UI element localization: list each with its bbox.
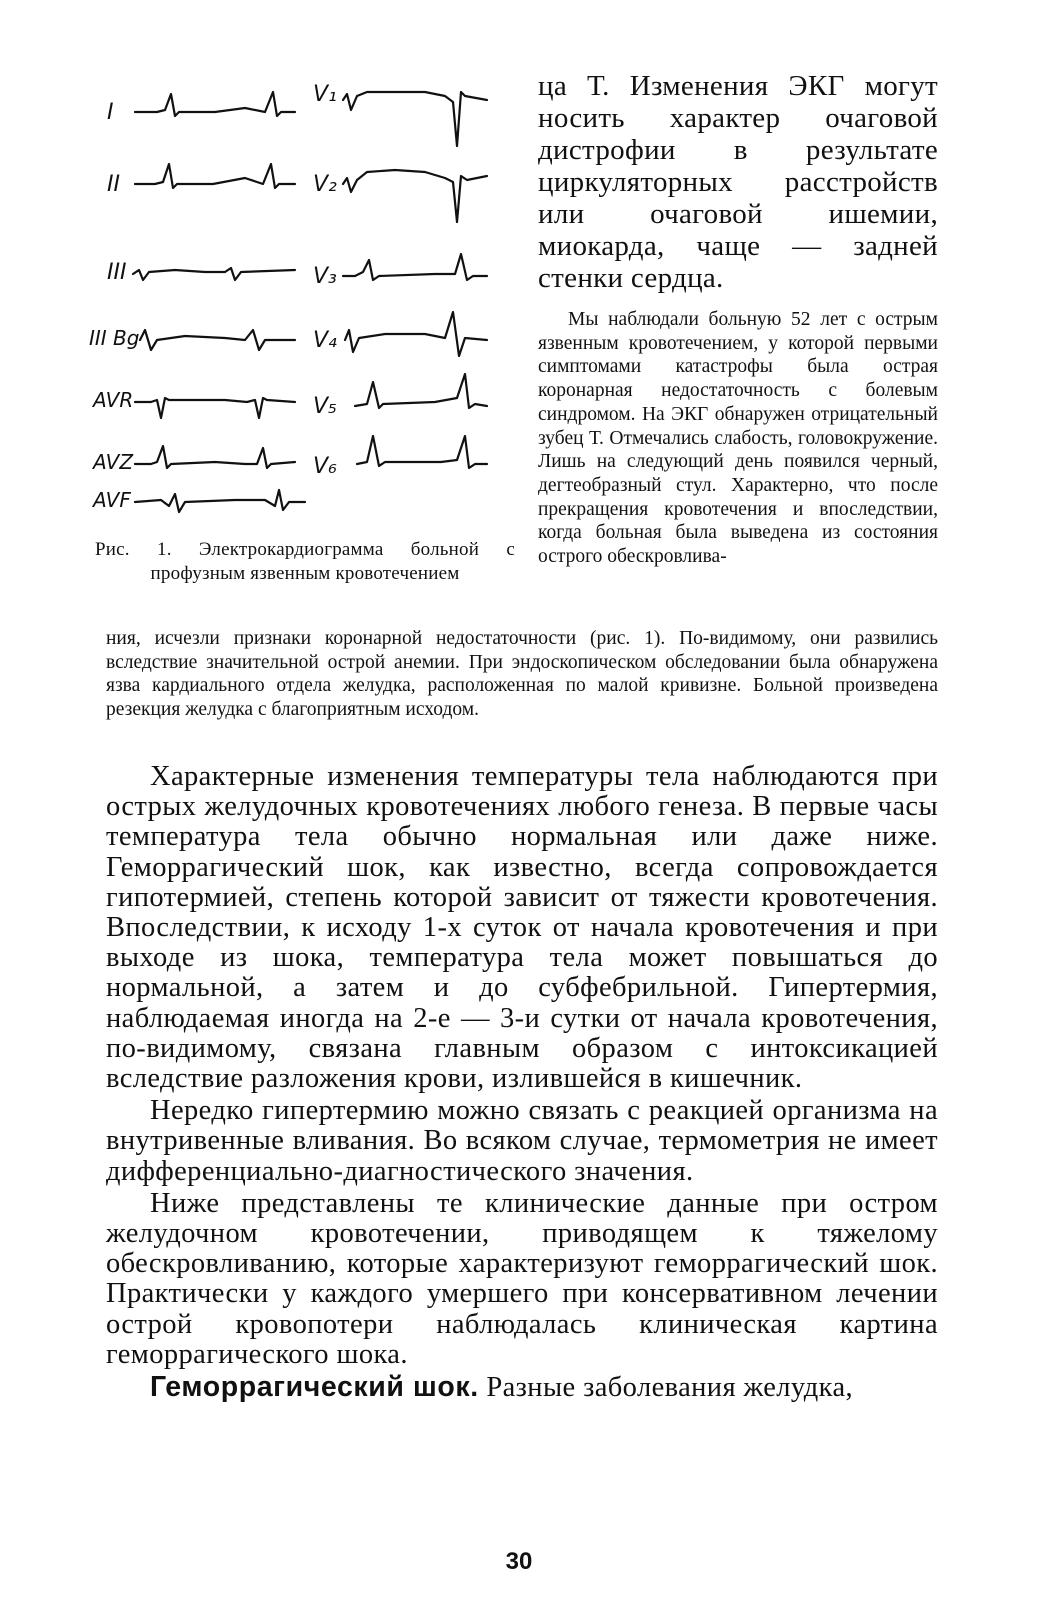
ecg-trace-lead-v4 — [345, 312, 487, 356]
ecg-trace-lead-v1 — [343, 92, 487, 146]
main-text — [106, 762, 938, 1405]
lead-label-avf: AVF — [93, 488, 131, 512]
paragraph-shock — [106, 1372, 938, 1403]
lead-label-avr: AVR — [93, 388, 134, 412]
page-number: 30 — [505, 1548, 533, 1575]
lead-label-iii-bg: III Bg — [89, 326, 140, 350]
ecg-figure — [89, 72, 515, 552]
ecg-trace-lead-ii — [135, 164, 295, 188]
lead-label-v1: V₁ — [313, 82, 337, 107]
lead-label-v5: V₅ — [313, 394, 337, 419]
lead-label-v2: V₂ — [313, 172, 337, 197]
case-report-continuation: ния, исчезли признаки коронарной недостаточности (рис. 1). По-видимому, они развились вследствие значительной острой анемии. При эндоскопическом обследовании была обнаружена язва кардиального отдела желудка, расположенная по малой кривизне. Больной произведена резекция желудка с благоприятным исходом. — [106, 628, 938, 721]
ecg-trace-lead-v5 — [355, 374, 487, 408]
ecg-trace-lead-iii — [133, 268, 295, 280]
paragraph-hyperthermia: Нередко гипертермию можно связать с реакцией организма на внутривенные вливания. Во всяком случае, термометрия не имеет дифференциально-диагностического значения. — [106, 1095, 938, 1187]
ecg-trace-lead-iii-bg — [140, 330, 295, 350]
section-heading: Геморрагический шок. — [150, 1371, 479, 1404]
paragraph-clinical-data: Ниже представлены те клинические данные при остром желудочном кровотечении, приводящем к тяжелому обескровливанию, которые характеризуют геморрагический шок. Практически у каждого умершего при консервативном лечении острой кровопотери наблюдалась клиническая картина геморрагического шока. — [106, 1187, 938, 1370]
lead-label-avz: AVZ — [93, 450, 134, 474]
ecg-traces — [95, 72, 515, 542]
ecg-trace-lead-avr — [135, 398, 295, 418]
ecg-trace-lead-v3 — [343, 254, 487, 280]
ecg-trace-lead-avf — [135, 490, 305, 512]
ecg-trace-lead-avz — [135, 446, 295, 468]
ecg-trace-lead-i — [135, 92, 295, 116]
right-column — [538, 70, 938, 569]
lead-label-v4: V₄ — [313, 328, 337, 353]
lead-label-v6: V₆ — [313, 454, 337, 479]
lead-label-iii: III — [107, 260, 127, 285]
ecg-trace-lead-v2 — [343, 170, 487, 222]
continued-paragraph: ца Т. Изменения ЭКГ могут носить характер очаговой дистрофии в результате циркуляторных расстройств или очаговой ишемии, миокарда, чаще — задней стенки сердца. — [538, 70, 938, 294]
figure-caption: Рис. 1. Электрокардиограмма больной с профузным язвенным кровотечением — [95, 539, 515, 584]
ecg-trace-lead-v6 — [357, 436, 487, 468]
paragraph-temperature: Характерные изменения температуры тела наблюдаются при острых желудочных кровотечениях любого генеза. В первые часы температура тела обычно нормальная или даже ниже. Геморрагический шок, как известно, всегда сопровождается гипотермией, степень которой зависит от тяжести кровотечения. Впоследствии, к исходу 1-х суток от начала кровотечения и при выходе из шока, температура тела может повышаться до нормальной, а затем и до субфебрильной. Гипертермия, наблюдаемая иногда на 2-е — 3-и сутки от начала кровотечения, по-видимому, связана главным образом с интоксикацией вследствие разложения крови, излившейся в кишечник. — [106, 761, 938, 1095]
lead-label-i: I — [107, 100, 114, 125]
section-text: Разные заболевания желудка, — [478, 1372, 854, 1404]
lead-label-v3: V₃ — [313, 264, 337, 289]
lead-label-ii: II — [107, 172, 120, 197]
case-report-start: Мы наблюдали больную 52 лет с острым язвенным кровотечением, у которой первыми симптомами катастрофы была острая коронарная недостаточность с болевым синдромом. На ЭКГ обнаружен отрицательный зубец Т. Отмечались слабость, головокружение. Лишь на следующий день появился черный, дегтеобразный стул. Характерно, что после прекращения кровотечения и впоследствии, когда больная была выведена из состояния острого обескровлива- — [538, 309, 938, 568]
